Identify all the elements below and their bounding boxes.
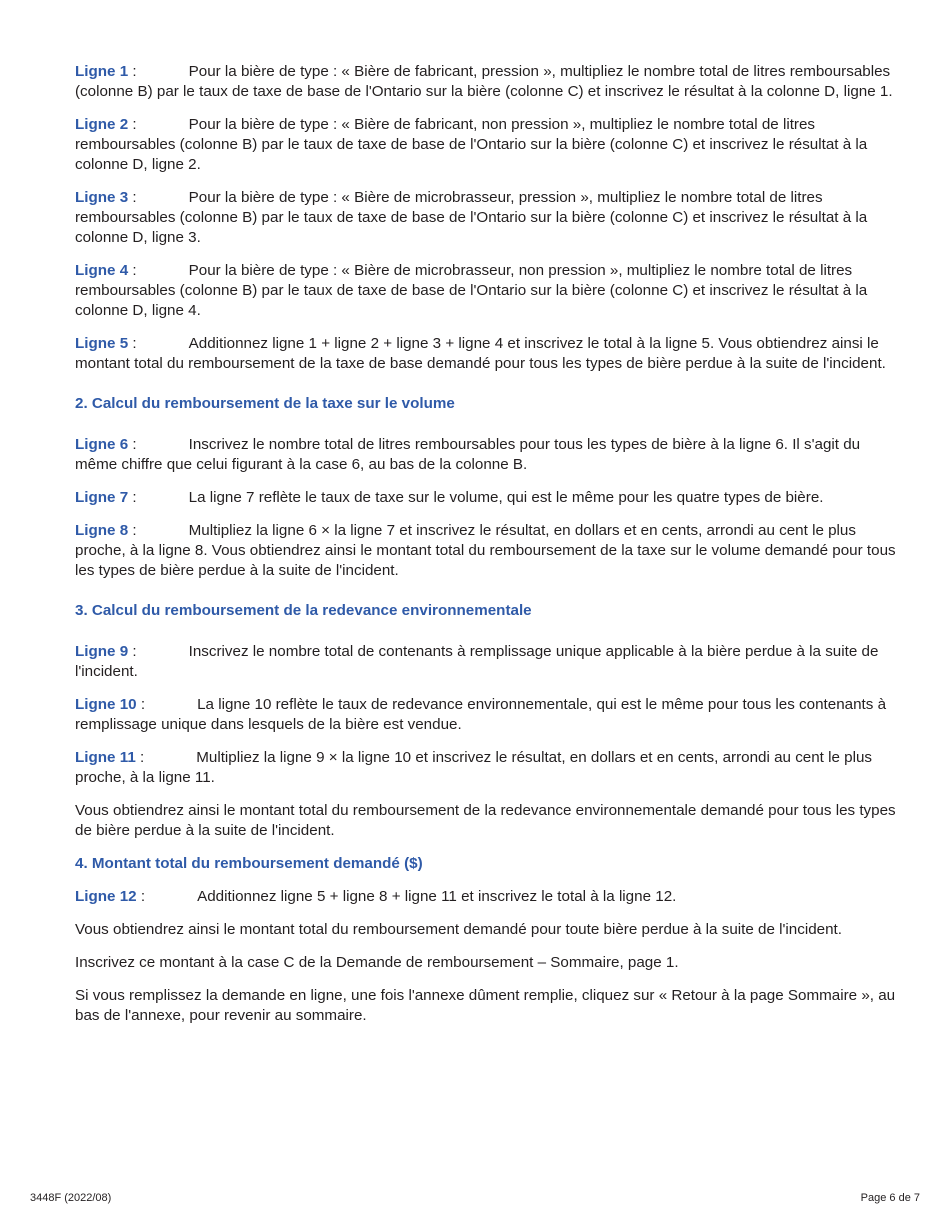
line-text: Pour la bière de type : « Bière de microbrasseur, non pression », multipliez le nombre total de litres remboursables (colonne B) par le taux de taxe de base de l'Ontario sur la bière (colonne C) et inscrivez le résultat à la colonne D, ligne 4. [75, 262, 868, 319]
form-code: 3448F (2022/08) [30, 1192, 112, 1204]
line-3-instruction: Ligne 3 : Pour la bière de type : « Bière de microbrasseur, pression », multipliez le nombre total de litres remboursables (colonne B) par le taux de taxe de base de l'Ontario sur la bière (colonne C) et inscrivez le résultat à la colonne D, ligne 3. [75, 189, 868, 246]
line-7-instruction: Ligne 7 : La ligne 7 reflète le taux de taxe sur le volume, qui est le même pour les quatre types de bière. [75, 489, 824, 506]
line-text: Pour la bière de type : « Bière de microbrasseur, pression », multipliez le nombre total de litres remboursables (colonne B) par le taux de taxe de base de l'Ontario sur la bière (colonne C) et inscrivez le résultat à la colonne D, ligne 3. [75, 189, 868, 246]
section-3-heading: 3. Calcul du remboursement de la redevance environnementale [75, 602, 532, 619]
line-4-instruction: Ligne 4 : Pour la bière de type : « Bière de microbrasseur, non pression », multipliez le nombre total de litres remboursables (colonne B) par le taux de taxe de base de l'Ontario sur la bière (colonne C) et inscrivez le résultat à la colonne D, ligne 4. [75, 262, 868, 319]
line-label: Ligne 12 [75, 888, 137, 905]
line-text: Multipliez la ligne 6 × la ligne 7 et inscrivez le résultat, en dollars et en cents, arrondi au cent le plus proche, à la ligne 8. Vous obtiendrez ainsi le montant total du remboursement de la taxe sur le volume demandé pour tous les types de bière perdue à la suite de l'incident. [75, 522, 896, 579]
line-2-instruction: Ligne 2 : Pour la bière de type : « Bière de fabricant, non pression », multipliez le nombre total de litres remboursables (colonne B) par le taux de taxe de base de l'Ontario sur la bière (colonne C) et inscrivez le résultat à la colonne D, ligne 2. [75, 116, 868, 173]
line-label: Ligne 2 [75, 116, 129, 133]
line-12-instruction: Ligne 12 : Additionnez ligne 5 + ligne 8 + ligne 11 et inscrivez le total à la ligne 12. [75, 888, 677, 905]
line-label: Ligne 1 [75, 63, 129, 80]
online-note: Si vous remplissez la demande en ligne, une fois l'annexe dûment remplie, cliquez sur « Retour à la page Sommaire », au bas de l'annexe, pour revenir au sommaire. [75, 987, 896, 1024]
page-number: Page 6 de 7 [860, 1192, 920, 1204]
line-text: Multipliez la ligne 9 × la ligne 10 et inscrivez le résultat, en dollars et en cents, arrondi au cent le plus proche, à la ligne 11. [75, 749, 873, 786]
line-text: Inscrivez le nombre total de litres remboursables pour tous les types de bière à la ligne 6. Il s'agit du même chiffre que celui figurant à la case 6, au bas de la colonne B. [75, 436, 861, 473]
line-5-instruction: Ligne 5 : Additionnez ligne 1 + ligne 2 + ligne 3 + ligne 4 et inscrivez le total à la ligne 5. Vous obtiendrez ainsi le montant total du remboursement de la taxe de base demandé pour tous les types de bière perdue à la suite de l'incident. [75, 335, 886, 372]
line-1-instruction: Ligne 1 : Pour la bière de type : « Bière de fabricant, pression », multipliez le nombre total de litres remboursables (colonne B) par le taux de taxe de base de l'Ontario sur la bière (colonne C) et inscrivez le résultat à la colonne D, ligne 1. [75, 63, 893, 100]
line-text: Additionnez ligne 5 + ligne 8 + ligne 11 et inscrivez le total à la ligne 12. [197, 888, 677, 905]
line-label: Ligne 5 [75, 335, 129, 352]
line-text: Pour la bière de type : « Bière de fabricant, non pression », multipliez le nombre total de litres remboursables (colonne B) par le taux de taxe de base de l'Ontario sur la bière (colonne C) et inscrivez le résultat à la colonne D, ligne 2. [75, 116, 868, 173]
line-9-instruction: Ligne 9 : Inscrivez le nombre total de contenants à remplissage unique applicable à la bière perdue à la suite de l'incident. [75, 643, 879, 680]
line-label: Ligne 11 [75, 749, 136, 766]
line-label: Ligne 7 [75, 489, 129, 506]
line-6-instruction: Ligne 6 : Inscrivez le nombre total de litres remboursables pour tous les types de bière à la ligne 6. Il s'agit du même chiffre que celui figurant à la case 6, au bas de la colonne B. [75, 436, 861, 473]
section-3-note: Vous obtiendrez ainsi le montant total du remboursement de la redevance environnementale demandé pour tous les types de bière perdue à la suite de l'incident. [75, 802, 896, 839]
line-label: Ligne 9 [75, 643, 129, 660]
line-text: Pour la bière de type : « Bière de fabricant, pression », multipliez le nombre total de litres remboursables (colonne B) par le taux de taxe de base de l'Ontario sur la bière (colonne C) et inscrivez le résultat à la colonne D, ligne 1. [75, 63, 893, 100]
section-2-heading: 2. Calcul du remboursement de la taxe sur le volume [75, 395, 455, 412]
total-note: Vous obtiendrez ainsi le montant total du remboursement demandé pour toute bière perdue à la suite de l'incident. [75, 921, 842, 938]
line-text: Additionnez ligne 1 + ligne 2 + ligne 3 + ligne 4 et inscrivez le total à la ligne 5. Vous obtiendrez ainsi le montant total du remboursement de la taxe de base demandé pour tous les types de bière perdue à la suite de l'incident. [75, 335, 886, 372]
line-label: Ligne 8 [75, 522, 129, 539]
line-text: La ligne 7 reflète le taux de taxe sur le volume, qui est le même pour les quatre types de bière. [188, 489, 824, 506]
line-text: La ligne 10 reflète le taux de redevance environnementale, qui est le même pour tous les contenants à remplissage unique dans lesquels de la bière est vendue. [75, 696, 887, 733]
summary-note: Inscrivez ce montant à la case C de la Demande de remboursement – Sommaire, page 1. [75, 954, 679, 971]
line-label: Ligne 3 [75, 189, 129, 206]
instructions-body [75, 62, 897, 1039]
section-4-heading: 4. Montant total du remboursement demandé ($) [75, 855, 423, 872]
line-label: Ligne 4 [75, 262, 129, 279]
line-8-instruction: Ligne 8 : Multipliez la ligne 6 × la ligne 7 et inscrivez le résultat, en dollars et en cents, arrondi au cent le plus proche, à la ligne 8. Vous obtiendrez ainsi le montant total du remboursement de la taxe sur le volume demandé pour tous les types de bière perdue à la suite de l'incident. [75, 522, 896, 579]
line-text: Inscrivez le nombre total de contenants à remplissage unique applicable à la bière perdue à la suite de l'incident. [75, 643, 879, 680]
line-11-instruction: Ligne 11 : Multipliez la ligne 9 × la ligne 10 et inscrivez le résultat, en dollars et en cents, arrondi au cent le plus proche, à la ligne 11. [75, 749, 873, 786]
line-label: Ligne 10 [75, 696, 137, 713]
line-label: Ligne 6 [75, 436, 129, 453]
line-10-instruction: Ligne 10 : La ligne 10 reflète le taux de redevance environnementale, qui est le même pour tous les contenants à remplissage unique dans lesquels de la bière est vendue. [75, 696, 887, 733]
